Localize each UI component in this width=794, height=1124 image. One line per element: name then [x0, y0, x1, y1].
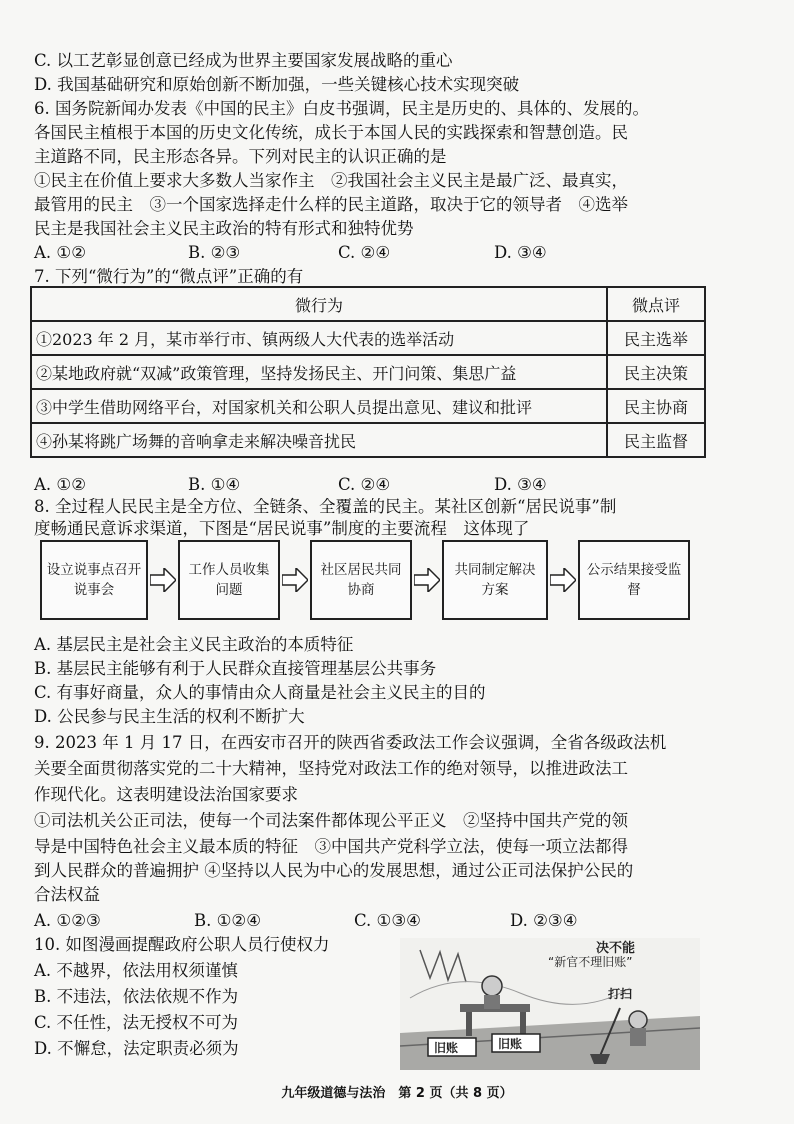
q6-option-d: D. ③④: [494, 243, 547, 262]
q7-behavior-cell: ②某地政府就“双减”政策管理，坚持发扬民主、开门问策、集思广益: [31, 355, 607, 389]
cartoon-caption-sub: “新官不理旧账”: [548, 955, 633, 969]
q7-option-b: B. ①④: [188, 475, 241, 494]
q8-stem-line: 度畅通民意诉求渠道，下图是“居民说事”制度的主要流程 这体现了: [34, 519, 530, 538]
q8-option-c: C. 有事好商量，众人的事情由众人商量是社会主义民主的目的: [34, 683, 486, 702]
q8-option-d: D. 公民参与民主生活的权利不断扩大: [34, 707, 305, 726]
q7-behavior-cell: ④孙某将跳广场舞的音响拿走来解决噪音扰民: [31, 423, 607, 457]
q6-statement-line: 最管用的民主 ③一个国家选择走什么样的民主道路，取决于它的领导者 ④选举: [34, 195, 628, 214]
q5-option-c: C. 以工艺彰显创意已经成为世界主要国家发展战略的重心: [34, 51, 453, 70]
q7-header-comment: 微点评: [607, 287, 705, 321]
q7-comment-cell: 民主监督: [607, 423, 705, 457]
q9-option-b: B. ①②④: [194, 911, 261, 930]
flow-step-5: 公示结果接受监督: [578, 540, 690, 620]
q10-stem: 10. 如图漫画提醒政府公职人员行使权力: [34, 935, 330, 954]
q7-header-behavior: 微行为: [31, 287, 607, 321]
flow-step-2: 工作人员收集问题: [178, 540, 280, 620]
flow-step-3: 社区居民共同协商: [310, 540, 412, 620]
q9-statement-line: 到人民群众的普遍拥护 ④坚持以人民为中心的发展思想，通过公正司法保护公民的: [34, 861, 634, 880]
q9-statement-line: ①司法机关公正司法，使每一个司法案件都体现公平正义 ②坚持中国共产党的领: [34, 811, 628, 830]
q7-option-a: A. ①②: [34, 475, 86, 494]
q9-stem-line: 作现代化。这表明建设法治国家要求: [34, 785, 298, 804]
q10-option-b: B. 不违法，依法依规不作为: [34, 987, 239, 1006]
flow-arrow-icon: [150, 568, 176, 592]
q7-table-header: [31, 287, 705, 321]
q7-comment-cell: 民主选举: [607, 321, 705, 355]
q7-stem: 7. 下列“微行为”的“微点评”正确的有: [34, 267, 304, 286]
cartoon-caption-top: 决不能: [596, 941, 636, 956]
flow-arrow-icon: [282, 568, 308, 592]
q7-comment-cell: 民主决策: [607, 355, 705, 389]
q9-stem-line: 9. 2023 年 1 月 17 日，在西安市召开的陕西省委政法工作会议强调，全省各级政法机: [34, 733, 667, 752]
q6-stem-line: 各国民主植根于本国的历史文化传统，成长于本国人民的实践探索和智慧创造。民: [34, 123, 628, 142]
table-row: [31, 355, 705, 389]
q6-stem-line: 6. 国务院新闻办发表《中国的民主》白皮书强调，民主是历史的、具体的、发展的。: [34, 99, 649, 118]
q6-statement-line: ①民主在价值上要求大多数人当家作主 ②我国社会主义民主是最广泛、最真实，: [34, 171, 628, 190]
table-row: [31, 389, 705, 423]
q7-behavior-cell: ③中学生借助网络平台，对国家机关和公职人员提出意见、建议和批评: [31, 389, 607, 423]
table-row: [31, 423, 705, 457]
flow-arrow-icon: [414, 568, 440, 592]
q9-statement-line: 合法权益: [34, 885, 100, 904]
q5-option-d: D. 我国基础研究和原始创新不断加强，一些关键核心技术实现突破: [34, 75, 520, 94]
page-footer: 九年级道德与法治 第 2 页（共 8 页）: [281, 1086, 513, 1101]
q10-cartoon: [400, 938, 700, 1070]
cartoon-sign-left: 旧账: [434, 1041, 459, 1055]
q8-stem-line: 8. 全过程人民民主是全方位、全链条、全覆盖的民主。某社区创新“居民说事”制: [34, 497, 617, 516]
q7-option-c: C. ②④: [338, 475, 391, 494]
q8-option-a: A. 基层民主是社会主义民主政治的本质特征: [34, 635, 354, 654]
flow-arrow-icon: [550, 568, 576, 592]
q7-table: [30, 286, 706, 458]
q7-option-d: D. ③④: [494, 475, 547, 494]
cartoon-broom-text: 打扫: [608, 987, 633, 1001]
q6-stem-line: 主道路不同，民主形态各异。下列对民主的认识正确的是: [34, 147, 447, 166]
flow-step-4: 共同制定解决方案: [442, 540, 548, 620]
q10-option-c: C. 不任性，法无授权不可为: [34, 1013, 239, 1032]
flow-step-1: 设立说事点召开说事会: [40, 540, 148, 620]
q10-option-a: A. 不越界，依法用权须谨慎: [34, 961, 238, 980]
q9-option-a: A. ①②③: [34, 911, 101, 930]
q6-option-a: A. ①②: [34, 243, 86, 262]
q8-flowchart: [40, 540, 700, 624]
q9-statement-line: 导是中国特色社会主义最本质的特征 ③中国共产党科学立法，使每一项立法都得: [34, 837, 628, 856]
q7-behavior-cell: ①2023 年 2 月，某市举行市、镇两级人大代表的选举活动: [31, 321, 607, 355]
q6-option-b: B. ②③: [188, 243, 241, 262]
q9-option-c: C. ①③④: [354, 911, 421, 930]
table-row: [31, 321, 705, 355]
q10-option-d: D. 不懈怠，法定职责必须为: [34, 1039, 239, 1058]
cartoon-sign-right: 旧账: [498, 1037, 523, 1051]
q6-option-c: C. ②④: [338, 243, 391, 262]
q8-option-b: B. 基层民主能够有利于人民群众直接管理基层公共事务: [34, 659, 437, 678]
q9-option-d: D. ②③④: [510, 911, 578, 930]
q7-comment-cell: 民主协商: [607, 389, 705, 423]
q9-stem-line: 关要全面贯彻落实党的二十大精神，坚持党对政法工作的绝对领导，以推进政法工: [34, 759, 628, 778]
q6-statement-line: 民主是我国社会主义民主政治的特有形式和独特优势: [34, 219, 414, 238]
